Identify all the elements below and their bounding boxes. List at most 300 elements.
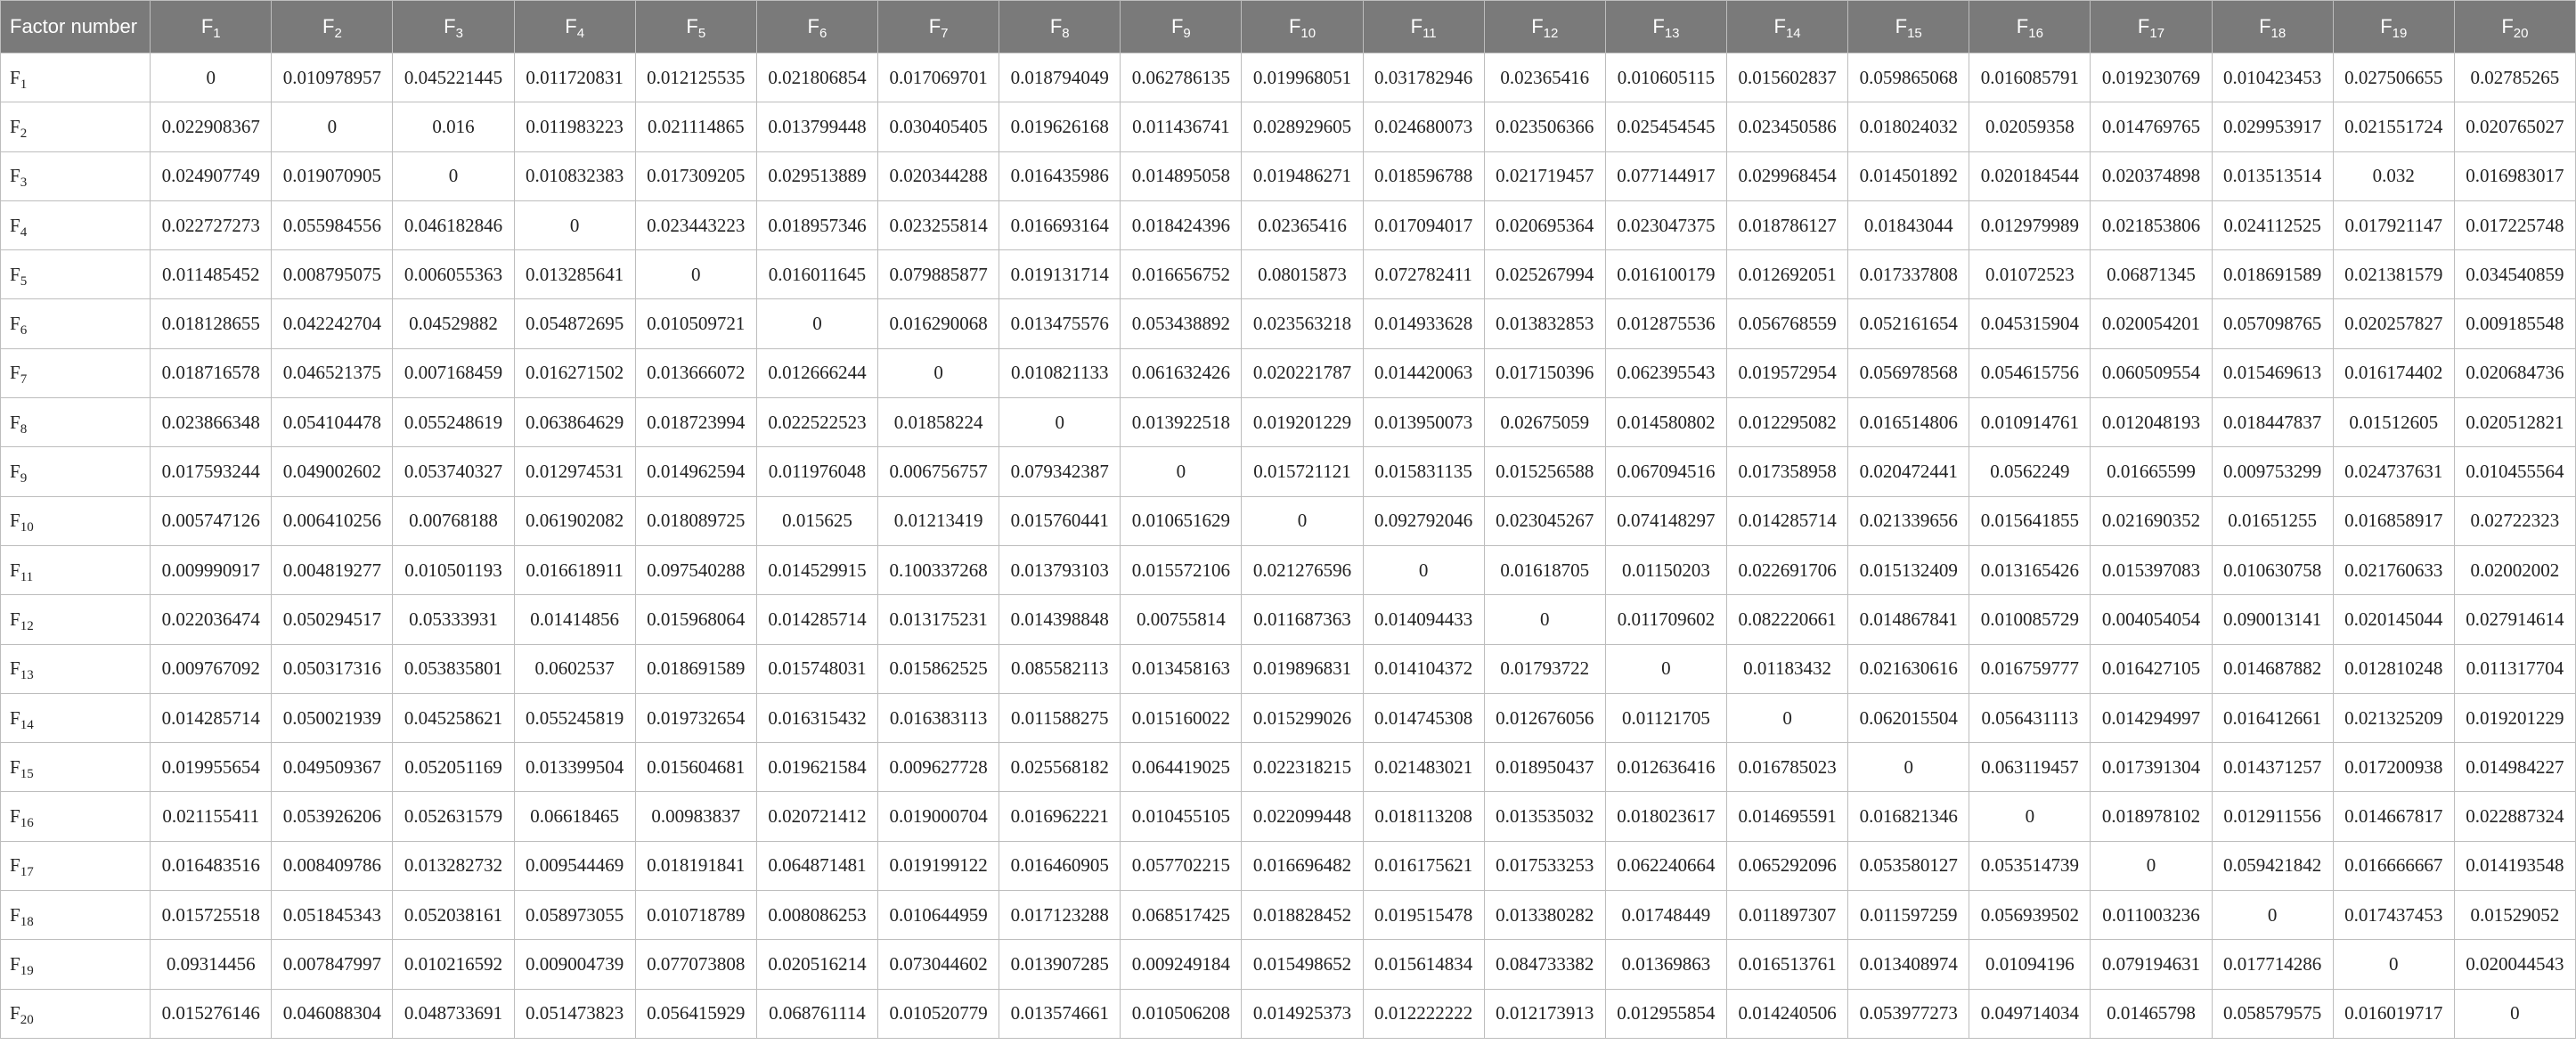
table-cell: 0.015132409 (1848, 545, 1969, 594)
table-cell: 0.061632426 (1121, 348, 1242, 397)
table-cell: 0.056768559 (1727, 299, 1848, 348)
table-cell: 0 (2212, 891, 2333, 940)
table-cell: 0.015625 (756, 496, 877, 545)
table-cell: 0.019732654 (635, 693, 756, 742)
table-cell: 0.020221787 (1242, 348, 1363, 397)
table-cell: 0.013793103 (999, 545, 1121, 594)
table-cell: 0.023443223 (635, 200, 756, 249)
table-cell: 0.057098765 (2212, 299, 2333, 348)
table-cell: 0.079885877 (878, 250, 999, 299)
table-cell: 0.01843044 (1848, 200, 1969, 249)
table-cell: 0.02365416 (1484, 53, 1605, 102)
table-cell: 0 (1121, 447, 1242, 496)
header-row (1, 1, 2576, 53)
table-cell: 0.01651255 (2212, 496, 2333, 545)
column-header-f19 (2333, 1, 2454, 53)
table-cell: 0.01414856 (514, 595, 635, 644)
table-cell: 0.018023617 (1605, 792, 1726, 841)
table-cell: 0.042242704 (272, 299, 393, 348)
table-cell: 0.017200938 (2333, 743, 2454, 792)
table-cell: 0.013165426 (1969, 545, 2091, 594)
column-header-f2 (272, 1, 393, 53)
table-cell: 0.014398848 (999, 595, 1121, 644)
factor-letter: F (10, 559, 20, 581)
table-cell: 0.018957346 (756, 200, 877, 249)
row-header-f10 (1, 496, 151, 545)
factor-letter: F (10, 66, 20, 88)
column-header-f1 (151, 1, 272, 53)
table-cell: 0 (272, 102, 393, 151)
table-cell: 0 (1605, 644, 1726, 693)
table-cell: 0.020765027 (2454, 102, 2575, 151)
table-row (1, 398, 2576, 447)
table-cell: 0.012810248 (2333, 644, 2454, 693)
table-cell: 0.019131714 (999, 250, 1121, 299)
table-cell: 0.018691589 (2212, 250, 2333, 299)
table-cell: 0.055984556 (272, 200, 393, 249)
table-cell: 0.067094516 (1605, 447, 1726, 496)
table-cell: 0.012222222 (1363, 989, 1484, 1038)
table-cell: 0.011709602 (1605, 595, 1726, 644)
table-cell: 0.012911556 (2212, 792, 2333, 841)
factor-index: 11 (1423, 26, 1437, 41)
factor-letter: F (565, 15, 577, 37)
header-label: Factor number (1, 1, 151, 53)
table-cell: 0.014285714 (756, 595, 877, 644)
table-row (1, 53, 2576, 102)
table-cell: 0.016483516 (151, 841, 272, 890)
table-cell: 0.072782411 (1363, 250, 1484, 299)
table-cell: 0.021483021 (1363, 743, 1484, 792)
table-cell: 0.01121705 (1605, 693, 1726, 742)
table-cell: 0.020721412 (756, 792, 877, 841)
table-cell: 0.01748449 (1605, 891, 1726, 940)
table-cell: 0.052051169 (393, 743, 514, 792)
table-cell: 0.010455564 (2454, 447, 2575, 496)
table-cell: 0.004819277 (272, 545, 393, 594)
table-cell: 0.025267994 (1484, 250, 1605, 299)
table-cell: 0.014580802 (1605, 398, 1726, 447)
table-cell: 0.048733691 (393, 989, 514, 1038)
table-cell: 0.016174402 (2333, 348, 2454, 397)
table-cell: 0.014094433 (1363, 595, 1484, 644)
factor-index: 2 (20, 126, 28, 141)
table-cell: 0.014501892 (1848, 151, 1969, 200)
table-cell: 0.02722323 (2454, 496, 2575, 545)
table-cell: 0.04529882 (393, 299, 514, 348)
table-cell: 0.015602837 (1727, 53, 1848, 102)
table-cell: 0.049509367 (272, 743, 393, 792)
table-row (1, 841, 2576, 890)
table-row (1, 743, 2576, 792)
table-cell: 0.023866348 (151, 398, 272, 447)
factor-index: 5 (20, 273, 28, 289)
factor-index: 17 (20, 865, 34, 880)
table-cell: 0.021719457 (1484, 151, 1605, 200)
factor-letter: F (1652, 15, 1665, 37)
table-cell: 0.021690352 (2091, 496, 2212, 545)
table-cell: 0.021853806 (2091, 200, 2212, 249)
table-cell: 0.052631579 (393, 792, 514, 841)
column-header-f15 (1848, 1, 1969, 53)
table-row (1, 693, 2576, 742)
table-body (1, 53, 2576, 1039)
table-cell: 0.013666072 (635, 348, 756, 397)
table-cell: 0.054104478 (272, 398, 393, 447)
table-cell: 0.052161654 (1848, 299, 1969, 348)
table-row (1, 644, 2576, 693)
table-cell: 0.016100179 (1605, 250, 1726, 299)
table-cell: 0.011897307 (1727, 891, 1848, 940)
table-cell: 0 (635, 250, 756, 299)
table-cell: 0.015256588 (1484, 447, 1605, 496)
table-cell: 0.019070905 (272, 151, 393, 200)
table-cell: 0.045221445 (393, 53, 514, 102)
table-cell: 0.016513761 (1727, 940, 1848, 989)
table-cell: 0.055248619 (393, 398, 514, 447)
table-cell: 0.062395543 (1605, 348, 1726, 397)
table-cell: 0.082220661 (1727, 595, 1848, 644)
table-cell: 0.018723994 (635, 398, 756, 447)
factor-letter: F (1288, 15, 1301, 37)
table-cell: 0.016085791 (1969, 53, 2091, 102)
table-cell: 0.014687882 (2212, 644, 2333, 693)
table-cell: 0.061902082 (514, 496, 635, 545)
table-cell: 0.018191841 (635, 841, 756, 890)
table-cell: 0.015721121 (1242, 447, 1363, 496)
table-cell: 0.010501193 (393, 545, 514, 594)
table-cell: 0.008409786 (272, 841, 393, 890)
table-cell: 0 (999, 398, 1121, 447)
table-cell: 0.053926206 (272, 792, 393, 841)
column-header-f18 (2212, 1, 2333, 53)
table-cell: 0.049714034 (1969, 989, 2091, 1038)
table-cell: 0.010506208 (1121, 989, 1242, 1038)
table-cell: 0.064419025 (1121, 743, 1242, 792)
table-cell: 0.062015504 (1848, 693, 1969, 742)
factor-index: 19 (2392, 26, 2408, 41)
table-cell: 0 (151, 53, 272, 102)
factor-letter: F (10, 313, 20, 335)
table-cell: 0.018424396 (1121, 200, 1242, 249)
table-row (1, 545, 2576, 594)
table-cell: 0.013380282 (1484, 891, 1605, 940)
table-cell: 0.014529915 (756, 545, 877, 594)
factor-index: 18 (20, 914, 34, 929)
table-cell: 0.014925373 (1242, 989, 1363, 1038)
table-cell: 0 (1363, 545, 1484, 594)
table-cell: 0.01529052 (2454, 891, 2575, 940)
table-cell: 0.074148297 (1605, 496, 1726, 545)
table-cell: 0.015604681 (635, 743, 756, 792)
factor-letter: F (10, 1002, 20, 1024)
table-cell: 0.097540288 (635, 545, 756, 594)
factor-letter: F (200, 15, 214, 37)
table-cell: 0.027914614 (2454, 595, 2575, 644)
table-cell: 0.073044602 (878, 940, 999, 989)
table-cell: 0.029513889 (756, 151, 877, 200)
table-cell: 0.014104372 (1363, 644, 1484, 693)
column-header-f16 (1969, 1, 2091, 53)
table-cell: 0.00755814 (1121, 595, 1242, 644)
table-cell: 0.06618465 (514, 792, 635, 841)
table-cell: 0.028929605 (1242, 102, 1363, 151)
table-cell: 0.016514806 (1848, 398, 1969, 447)
table-cell: 0.024737631 (2333, 447, 2454, 496)
table-cell: 0.0562249 (1969, 447, 2091, 496)
table-cell: 0.016175621 (1363, 841, 1484, 890)
table-cell: 0.013399504 (514, 743, 635, 792)
table-cell: 0.014695591 (1727, 792, 1848, 841)
table-cell: 0.016460905 (999, 841, 1121, 890)
table-cell: 0.054872695 (514, 299, 635, 348)
table-cell: 0.015498652 (1242, 940, 1363, 989)
table-cell: 0.017094017 (1363, 200, 1484, 249)
table-cell: 0.017533253 (1484, 841, 1605, 890)
table-cell: 0.050021939 (272, 693, 393, 742)
table-cell: 0.015299026 (1242, 693, 1363, 742)
factor-letter: F (686, 15, 698, 37)
table-cell: 0.014769765 (2091, 102, 2212, 151)
factor-letter: F (2016, 15, 2029, 37)
table-cell: 0.02059358 (1969, 102, 2091, 151)
table-cell: 0.014371257 (2212, 743, 2333, 792)
table-cell: 0.053438892 (1121, 299, 1242, 348)
table-cell: 0.02365416 (1242, 200, 1363, 249)
table-cell: 0.068517425 (1121, 891, 1242, 940)
table-cell: 0.019896831 (1242, 644, 1363, 693)
table-cell: 0.065292096 (1727, 841, 1848, 890)
table-cell: 0.058579575 (2212, 989, 2333, 1038)
row-header-f1 (1, 53, 151, 102)
table-cell: 0.015160022 (1121, 693, 1242, 742)
table-cell: 0.022036474 (151, 595, 272, 644)
table-cell: 0.009249184 (1121, 940, 1242, 989)
factor-index: 15 (1907, 26, 1922, 41)
table-cell: 0.050317316 (272, 644, 393, 693)
table-row (1, 989, 2576, 1038)
factor-letter: F (2380, 15, 2393, 37)
table-cell: 0.019230769 (2091, 53, 2212, 102)
table-cell: 0.010630758 (2212, 545, 2333, 594)
table-cell: 0.014667817 (2333, 792, 2454, 841)
table-cell: 0 (1969, 792, 2091, 841)
table-cell: 0.020344288 (878, 151, 999, 200)
table-cell: 0.051473823 (514, 989, 635, 1038)
table-cell: 0.014240506 (1727, 989, 1848, 1038)
table-cell: 0.062240664 (1605, 841, 1726, 890)
table-cell: 0.053514739 (1969, 841, 2091, 890)
table-cell: 0.05333931 (393, 595, 514, 644)
table-cell: 0.013832853 (1484, 299, 1605, 348)
table-cell: 0.010455105 (1121, 792, 1242, 841)
table-cell: 0.006055363 (393, 250, 514, 299)
row-header-f16 (1, 792, 151, 841)
table-cell: 0.017358958 (1727, 447, 1848, 496)
factor-index: 6 (819, 26, 827, 41)
table-cell: 0 (514, 200, 635, 249)
factor-index: 9 (20, 471, 28, 486)
factor-index: 16 (2028, 26, 2043, 41)
factor-letter: F (10, 952, 20, 975)
table-cell: 0.056978568 (1848, 348, 1969, 397)
table-cell: 0.017593244 (151, 447, 272, 496)
table-cell: 0.01072523 (1969, 250, 2091, 299)
factor-index: 4 (576, 26, 585, 41)
row-header-f18 (1, 891, 151, 940)
table-cell: 0 (2454, 989, 2575, 1038)
table-cell: 0.014420063 (1363, 348, 1484, 397)
factor-letter: F (10, 115, 20, 137)
table-cell: 0.024112525 (2212, 200, 2333, 249)
table-cell: 0.018691589 (635, 644, 756, 693)
table-cell: 0.014745308 (1363, 693, 1484, 742)
factor-index: 15 (20, 766, 34, 781)
table-cell: 0.0602537 (514, 644, 635, 693)
factor-letter: F (322, 15, 335, 37)
factor-index: 17 (2149, 26, 2165, 41)
table-cell: 0.019515478 (1363, 891, 1484, 940)
table-cell: 0.012666244 (756, 348, 877, 397)
table-cell: 0.016271502 (514, 348, 635, 397)
table-cell: 0.068761114 (756, 989, 877, 1038)
factor-letter: F (928, 15, 942, 37)
row-header-f14 (1, 693, 151, 742)
table-cell: 0.015725518 (151, 891, 272, 940)
table-cell: 0.018447837 (2212, 398, 2333, 447)
table-cell: 0.077144917 (1605, 151, 1726, 200)
factor-index: 14 (20, 717, 34, 732)
table-cell: 0.009544469 (514, 841, 635, 890)
factor-letter: F (10, 362, 20, 384)
row-header-f12 (1, 595, 151, 644)
table-cell: 0.01213419 (878, 496, 999, 545)
table-cell: 0.046182846 (393, 200, 514, 249)
factor-index: 4 (20, 224, 28, 240)
table-cell: 0.029968454 (1727, 151, 1848, 200)
factor-index: 20 (20, 1013, 34, 1028)
table-cell: 0.014285714 (151, 693, 272, 742)
table-cell: 0.021630616 (1848, 644, 1969, 693)
table-cell: 0.019201229 (2454, 693, 2575, 742)
table-cell: 0.015276146 (151, 989, 272, 1038)
table-cell: 0.020512821 (2454, 398, 2575, 447)
table-cell: 0.015748031 (756, 644, 877, 693)
table-cell: 0.059421842 (2212, 841, 2333, 890)
table-cell: 0.022099448 (1242, 792, 1363, 841)
table-cell: 0.029953917 (2212, 102, 2333, 151)
table-cell: 0.008086253 (756, 891, 877, 940)
table-cell: 0.009753299 (2212, 447, 2333, 496)
table-cell: 0.010718789 (635, 891, 756, 940)
table-cell: 0.019201229 (1242, 398, 1363, 447)
table-cell: 0.01665599 (2091, 447, 2212, 496)
table-row (1, 891, 2576, 940)
table-cell: 0.014933628 (1363, 299, 1484, 348)
table-cell: 0.018794049 (999, 53, 1121, 102)
factor-letter: F (10, 411, 20, 433)
table-cell: 0.018716578 (151, 348, 272, 397)
factor-index: 8 (20, 421, 28, 437)
factor-letter: F (10, 510, 20, 532)
table-cell: 0.020145044 (2333, 595, 2454, 644)
table-cell: 0.019955654 (151, 743, 272, 792)
table-cell: 0.005747126 (151, 496, 272, 545)
table-cell: 0.017337808 (1848, 250, 1969, 299)
table-cell: 0.012676056 (1484, 693, 1605, 742)
column-header-f14 (1727, 1, 1848, 53)
table-cell: 0.018113208 (1363, 792, 1484, 841)
table-cell: 0.011983223 (514, 102, 635, 151)
table-row (1, 200, 2576, 249)
row-header-f3 (1, 151, 151, 200)
table-cell: 0.015469613 (2212, 348, 2333, 397)
table-cell: 0.052038161 (393, 891, 514, 940)
table-cell: 0.010644959 (878, 891, 999, 940)
table-cell: 0.015641855 (1969, 496, 2091, 545)
table-cell: 0.014294997 (2091, 693, 2212, 742)
row-header-f15 (1, 743, 151, 792)
table-cell: 0.019968051 (1242, 53, 1363, 102)
table-cell: 0.064871481 (756, 841, 877, 890)
factor-letter: F (10, 706, 20, 729)
table-cell: 0.021381579 (2333, 250, 2454, 299)
table-cell: 0.014193548 (2454, 841, 2575, 890)
table-cell: 0.012974531 (514, 447, 635, 496)
table-cell: 0.016019717 (2333, 989, 2454, 1038)
table-cell: 0.084733382 (1484, 940, 1605, 989)
table-cell: 0.016666667 (2333, 841, 2454, 890)
column-header-f5 (635, 1, 756, 53)
table-cell: 0.045258621 (393, 693, 514, 742)
table-cell: 0.014962594 (635, 447, 756, 496)
factor-index: 14 (1785, 26, 1801, 41)
table-row (1, 299, 2576, 348)
table-cell: 0.010509721 (635, 299, 756, 348)
table-cell: 0.058973055 (514, 891, 635, 940)
table-cell: 0.059865068 (1848, 53, 1969, 102)
table-cell: 0.022908367 (151, 102, 272, 151)
row-header-f19 (1, 940, 151, 989)
table-cell: 0.014984227 (2454, 743, 2575, 792)
column-header-f3 (393, 1, 514, 53)
table-row (1, 792, 2576, 841)
column-header-f7 (878, 1, 999, 53)
factor-index: 10 (20, 520, 34, 535)
table-cell: 0.016 (393, 102, 514, 151)
table-cell: 0.018950437 (1484, 743, 1605, 792)
table-cell: 0.010423453 (2212, 53, 2333, 102)
table-cell: 0.06871345 (2091, 250, 2212, 299)
table-cell: 0.016696482 (1242, 841, 1363, 890)
table-cell: 0.013950073 (1363, 398, 1484, 447)
table-cell: 0.016435986 (999, 151, 1121, 200)
table-cell: 0.016427105 (2091, 644, 2212, 693)
table-cell: 0.01465798 (2091, 989, 2212, 1038)
table-cell: 0.010085729 (1969, 595, 2091, 644)
factor-index: 19 (20, 963, 34, 978)
table-cell: 0.006756757 (878, 447, 999, 496)
factor-index: 13 (20, 668, 34, 683)
table-cell: 0.010605115 (1605, 53, 1726, 102)
table-cell: 0.00983837 (635, 792, 756, 841)
table-cell: 0.012979989 (1969, 200, 2091, 249)
table-cell: 0.020044543 (2454, 940, 2575, 989)
table-cell: 0.056431113 (1969, 693, 2091, 742)
factor-letter: F (10, 805, 20, 828)
table-cell: 0.079194631 (2091, 940, 2212, 989)
factor-index: 6 (20, 323, 28, 339)
